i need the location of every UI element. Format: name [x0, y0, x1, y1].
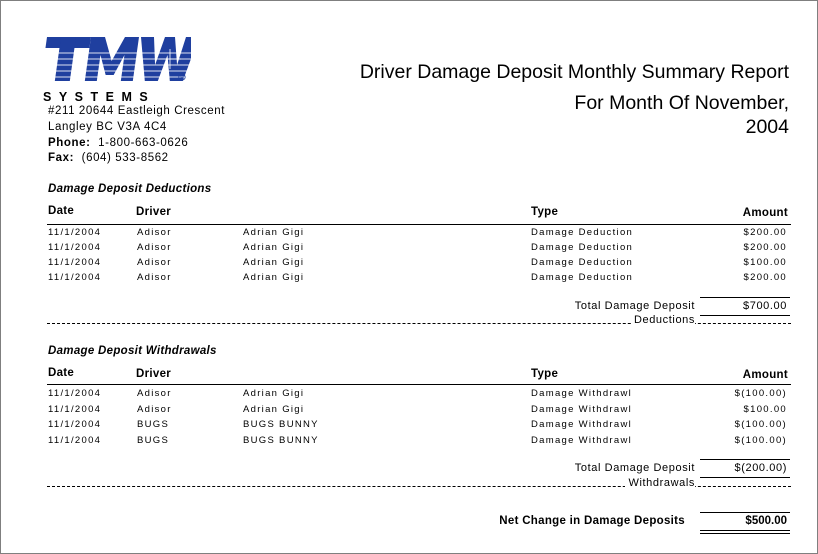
cell-amount: $200.00	[743, 227, 787, 238]
cell-driver-id: Adisor	[137, 242, 172, 253]
company-phone	[48, 137, 188, 149]
cell-type: Damage Deduction	[531, 272, 634, 283]
net-change-double-underline-1	[700, 530, 790, 531]
cell-type: Damage Withdrawl	[531, 434, 633, 446]
cell-amount: $100.00	[743, 257, 787, 268]
total-withdrawals-amount: $(200.00)	[734, 462, 787, 474]
cell-driver-id: BUGS	[137, 419, 170, 430]
cell-date: 11/1/2004	[48, 403, 102, 415]
cell-driver-name: BUGS BUNNY	[243, 434, 319, 446]
cell-date: 11/1/2004	[48, 257, 102, 268]
col-header-date: Date	[48, 367, 75, 379]
total-deductions-label: Total Damage Deposit	[574, 300, 695, 312]
cell-driver-id: Adisor	[137, 227, 172, 238]
cell-driver-name: Adrian Gigi	[243, 272, 305, 283]
cell-date: 11/1/2004	[48, 419, 102, 430]
phone-number: 1-800-663-0626	[98, 137, 189, 149]
col-header-amount: Amount	[742, 369, 788, 381]
col-header-type: Type	[531, 206, 559, 218]
net-change-rule	[700, 512, 790, 513]
cell-driver-id: Adisor	[137, 403, 172, 415]
cell-date: 11/1/2004	[48, 388, 102, 399]
tmw-systems-logo	[41, 37, 191, 109]
fax-number: (604) 533-8562	[81, 152, 169, 164]
header-rule	[47, 224, 791, 225]
cell-amount: $200.00	[743, 272, 787, 283]
cell-date: 11/1/2004	[48, 242, 102, 253]
net-change-label: Net Change in Damage Deposits	[499, 515, 685, 527]
cell-driver-name: Adrian Gigi	[243, 403, 305, 415]
cell-driver-name: Adrian Gigi	[243, 227, 305, 238]
col-header-driver: Driver	[136, 206, 172, 218]
cell-amount: $(100.00)	[734, 388, 787, 399]
report-subtitle-line1: For Month Of November,	[574, 92, 789, 114]
cell-type: Damage Deduction	[531, 242, 634, 253]
net-change-amount: $500.00	[745, 515, 787, 527]
report-subtitle-line2: 2004	[745, 116, 789, 138]
cell-driver-id: Adisor	[137, 257, 172, 268]
net-change-double-underline-2	[700, 533, 790, 534]
total-deductions-amount: $700.00	[743, 300, 787, 312]
subtotal-rule	[700, 297, 790, 298]
col-header-date: Date	[48, 205, 75, 217]
cell-type: Damage Withdrawl	[531, 403, 633, 415]
cell-driver-id: Adisor	[137, 388, 172, 399]
cell-driver-name: Adrian Gigi	[243, 242, 305, 253]
total-deductions-label-line2: Deductions	[631, 314, 695, 326]
fax-label: Fax:	[48, 152, 75, 164]
cell-type: Damage Withdrawl	[531, 388, 633, 399]
phone-label: Phone:	[48, 137, 91, 149]
cell-driver-name: BUGS BUNNY	[243, 419, 319, 430]
col-header-type: Type	[531, 368, 559, 380]
cell-amount: $(100.00)	[734, 434, 787, 446]
subtotal-underline	[700, 477, 790, 478]
cell-type: Damage Deduction	[531, 227, 634, 238]
cell-driver-id: Adisor	[137, 272, 172, 283]
cell-date: 11/1/2004	[48, 434, 102, 446]
cell-amount: $200.00	[743, 242, 787, 253]
cell-driver-name: Adrian Gigi	[243, 388, 305, 399]
svg-text:SYSTEMS: SYSTEMS	[43, 90, 156, 104]
cell-driver-name: Adrian Gigi	[243, 257, 305, 268]
deductions-section-title: Damage Deposit Deductions	[48, 183, 212, 195]
total-withdrawals-label-line2: Withdrawals	[625, 477, 695, 489]
header-rule	[47, 384, 791, 385]
svg-text:R: R	[180, 75, 184, 80]
cell-type: Damage Withdrawl	[531, 419, 633, 430]
cell-amount: $100.00	[743, 403, 787, 415]
total-withdrawals-label: Total Damage Deposit	[574, 462, 695, 474]
cell-type: Damage Deduction	[531, 257, 634, 268]
report-title: Driver Damage Deposit Monthly Summary Report	[359, 61, 789, 83]
cell-driver-id: BUGS	[137, 434, 170, 446]
cell-amount: $(100.00)	[734, 419, 787, 430]
cell-date: 11/1/2004	[48, 227, 102, 238]
col-header-amount: Amount	[742, 207, 788, 219]
company-address-line2: Langley BC V3A 4C4	[48, 121, 167, 133]
company-fax	[48, 152, 169, 164]
cell-date: 11/1/2004	[48, 272, 102, 283]
subtotal-rule	[700, 459, 790, 460]
subtotal-underline	[700, 315, 790, 316]
withdrawals-section-title: Damage Deposit Withdrawals	[48, 345, 217, 357]
company-address-line1: #211 20644 Eastleigh Crescent	[48, 105, 226, 117]
col-header-driver: Driver	[136, 368, 172, 380]
